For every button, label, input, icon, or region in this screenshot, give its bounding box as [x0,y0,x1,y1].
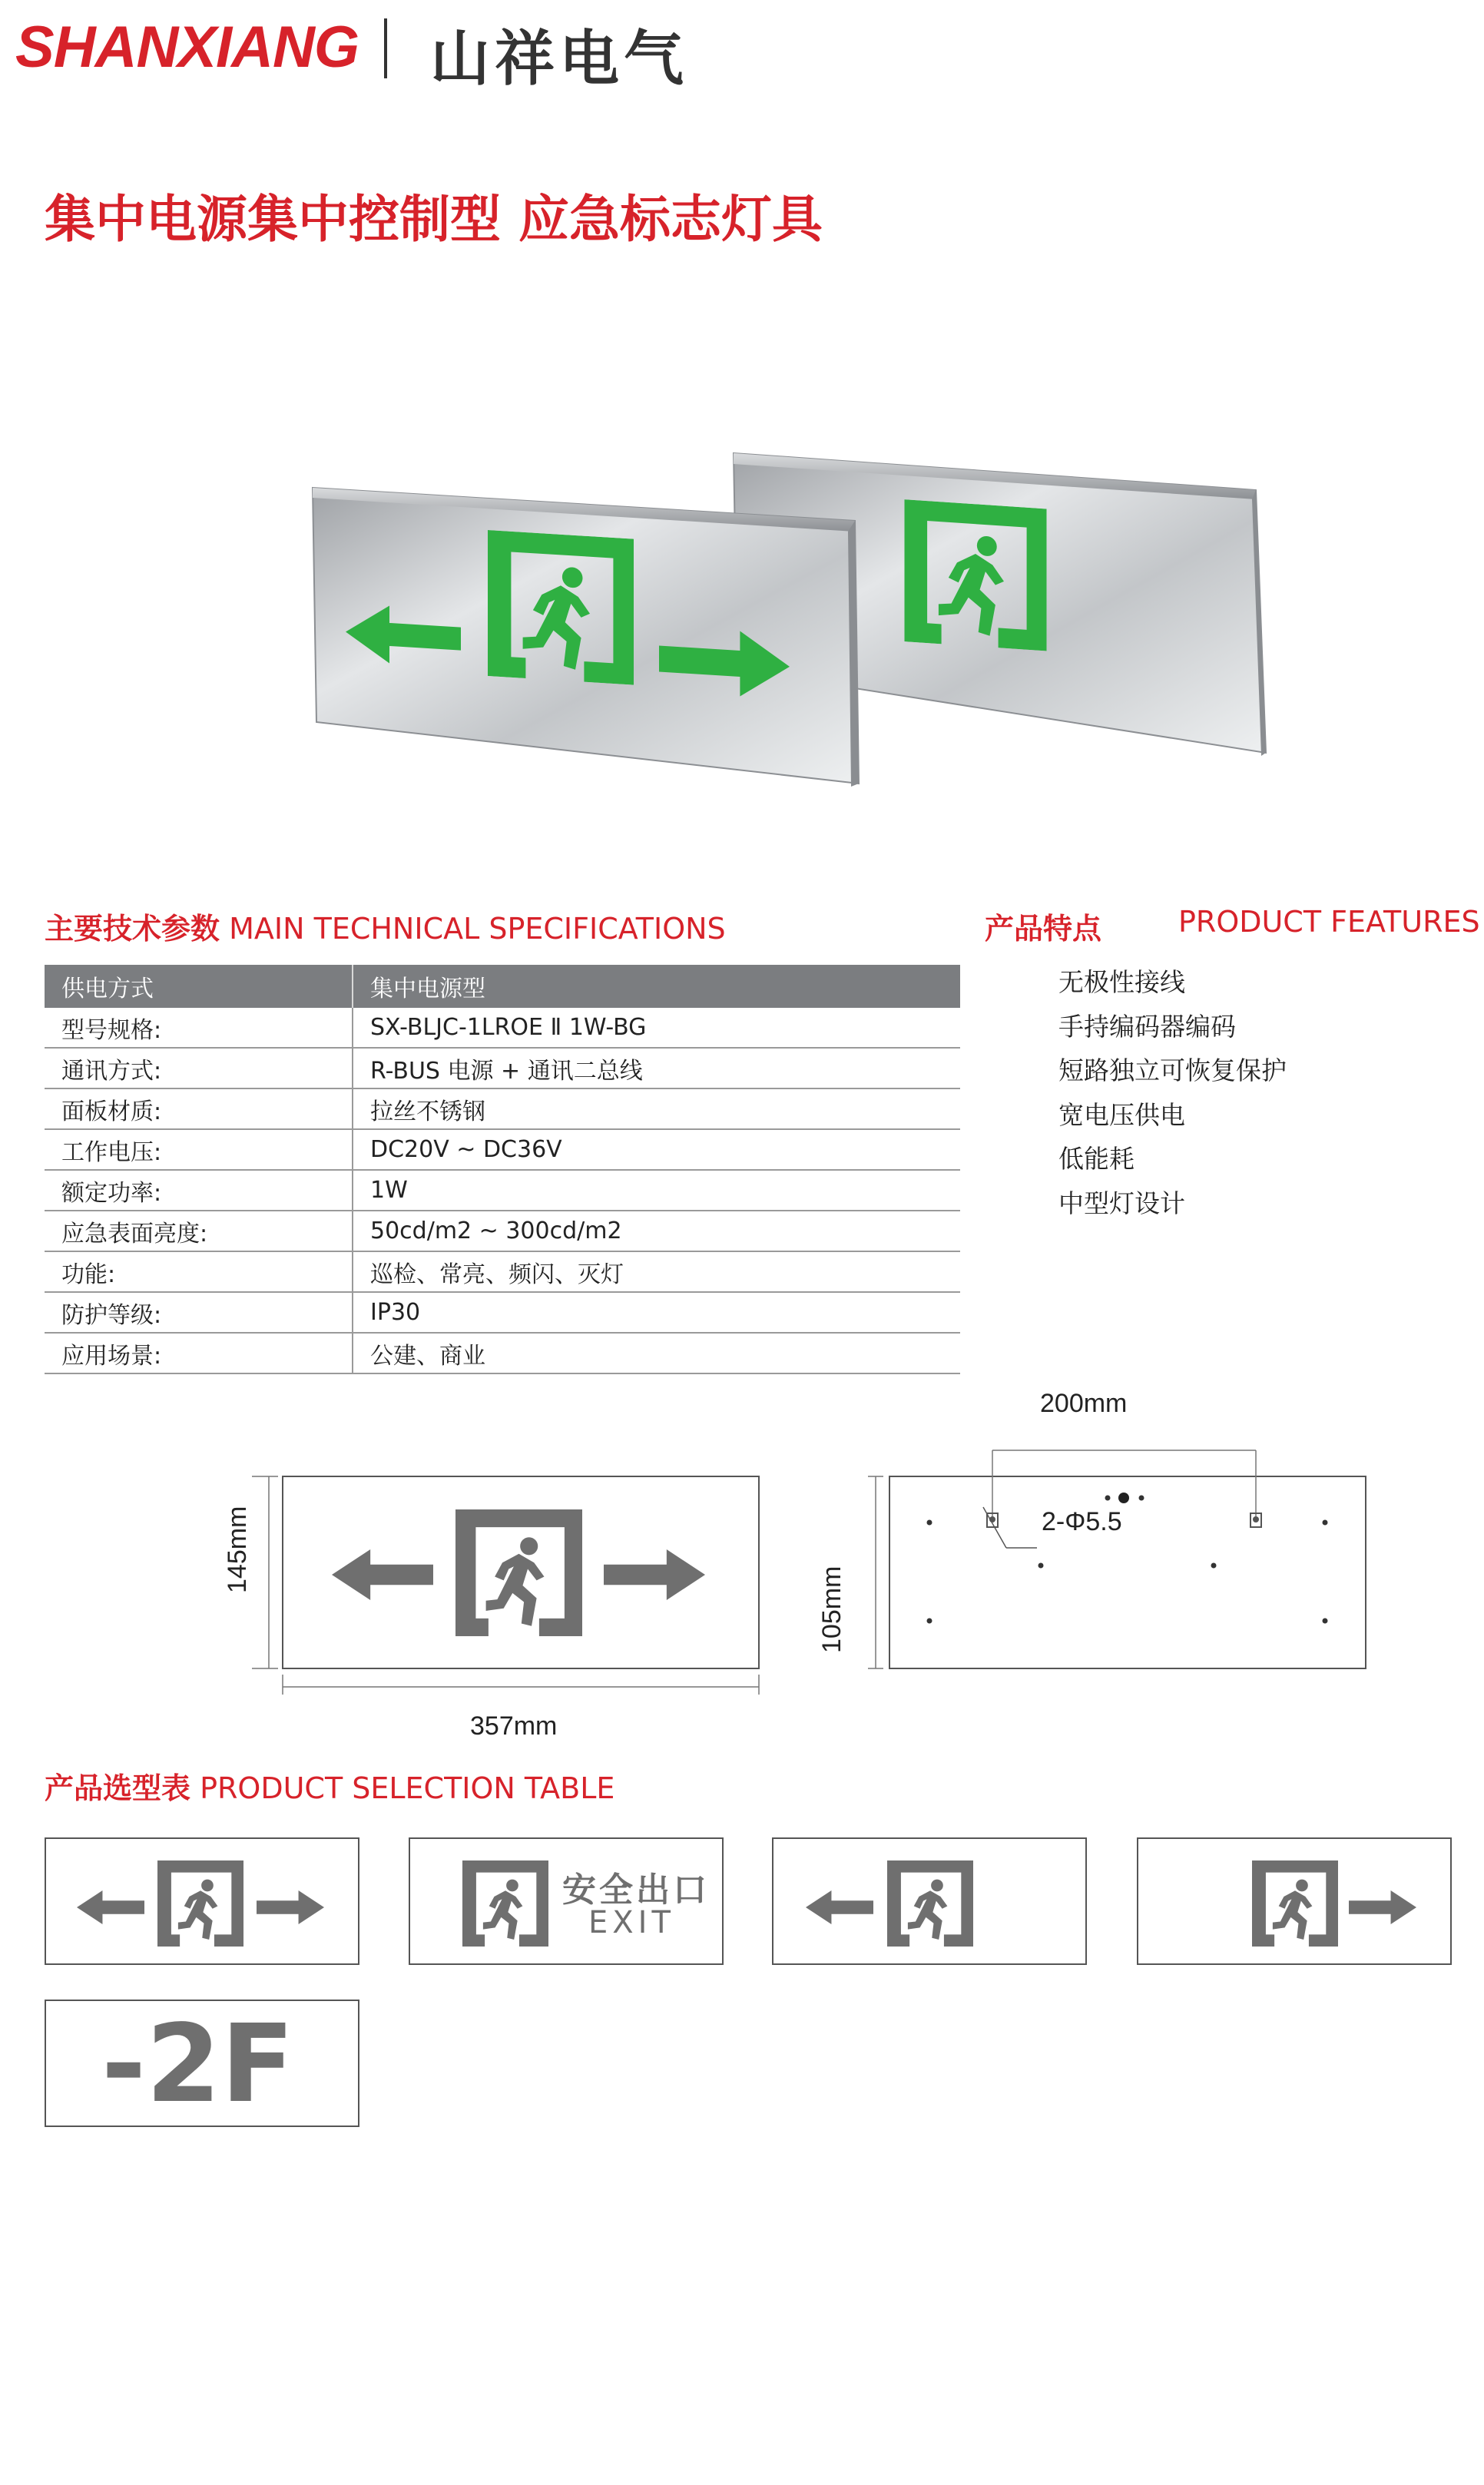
exit-en-label: EXIT [588,1905,675,1940]
selection-item-floor [45,2000,359,2127]
hole-spec-label: 2-Φ5.5 [1042,1507,1122,1536]
list-item: 宽电压供电 [1058,1099,1185,1130]
list-item: 短路独立可恢复保护 [1058,1055,1287,1085]
table-row [45,1129,960,1170]
features-section-title-en: PRODUCT FEATURES [1178,905,1480,939]
product-photo-front-sign [313,488,859,787]
table-row [45,1048,960,1088]
table-row [45,1292,960,1333]
back-dimension-drawing [845,1436,1383,1682]
list-item: 无极性接线 [1058,967,1185,997]
table-row [45,1008,960,1048]
spec-label: 工作电压: [45,1129,353,1170]
specs-table-header [45,965,960,1008]
spec-label: 防护等级: [45,1292,353,1333]
back-spacing-label: 200mm [1040,1389,1128,1418]
exit-icon [462,1860,548,1947]
front-height-label: 145mm [223,1506,252,1593]
table-row [45,1333,960,1373]
selection-item-exit-text [409,1837,724,1965]
spec-value: SX-BLJC-1LROE Ⅱ 1W-BG [353,1008,960,1048]
front-dimension-drawing [230,1460,783,1713]
table-row [45,1211,960,1251]
product-photo [292,430,1290,791]
page-title: 集中电源集中控制型 应急标志灯具 [45,190,823,249]
features-section-title-cn: 产品特点 [985,912,1102,946]
specs-table [45,965,960,1374]
spec-value: DC20V ~ DC36V [353,1129,960,1170]
exit-cn-label: 安全出口 [562,1870,710,1910]
spec-value: IP30 [353,1292,960,1333]
spec-label: 应急表面亮度: [45,1211,353,1251]
brand-logo-cn: 山祥电气 [430,25,689,94]
spec-value: 公建、商业 [353,1333,960,1373]
spec-label: 应用场景: [45,1333,353,1373]
back-height-label: 105mm [817,1566,846,1653]
spec-label: 面板材质: [45,1088,353,1129]
spec-label: 额定功率: [45,1170,353,1211]
spec-label: 型号规格: [45,1008,353,1048]
front-width-label: 357mm [470,1711,558,1741]
table-row [45,1251,960,1292]
specs-header-value: 集中电源型 [353,965,960,1008]
selection-section-title: 产品选型表 PRODUCT SELECTION TABLE [45,1771,615,1805]
list-item: 手持编码器编码 [1058,1011,1236,1042]
selection-item-left-arrow [772,1837,1087,1965]
floor-label: -2F [101,2002,295,2127]
selection-item-right-arrow [1137,1837,1452,1965]
features-list [1058,960,1287,1225]
spec-value: 1W [353,1170,960,1211]
brand-logo-en: SHANXIANG [15,15,359,80]
specs-section-title: 主要技术参数 MAIN TECHNICAL SPECIFICATIONS [45,912,726,946]
selection-item-double-arrow [45,1837,359,1965]
spec-value: 50cd/m2 ~ 300cd/m2 [353,1211,960,1251]
table-row [45,1170,960,1211]
list-item: 低能耗 [1058,1144,1135,1174]
spec-value: R-BUS 电源 + 通讯二总线 [353,1048,960,1088]
spec-label: 功能: [45,1251,353,1292]
specs-header-label: 供电方式 [45,965,353,1008]
list-item: 中型灯设计 [1058,1188,1185,1218]
spec-value: 巡检、常亮、频闪、灭灯 [353,1251,960,1292]
spec-value: 拉丝不锈钢 [353,1088,960,1129]
spec-label: 通讯方式: [45,1048,353,1088]
table-row [45,1088,960,1129]
brand-divider [384,18,387,78]
